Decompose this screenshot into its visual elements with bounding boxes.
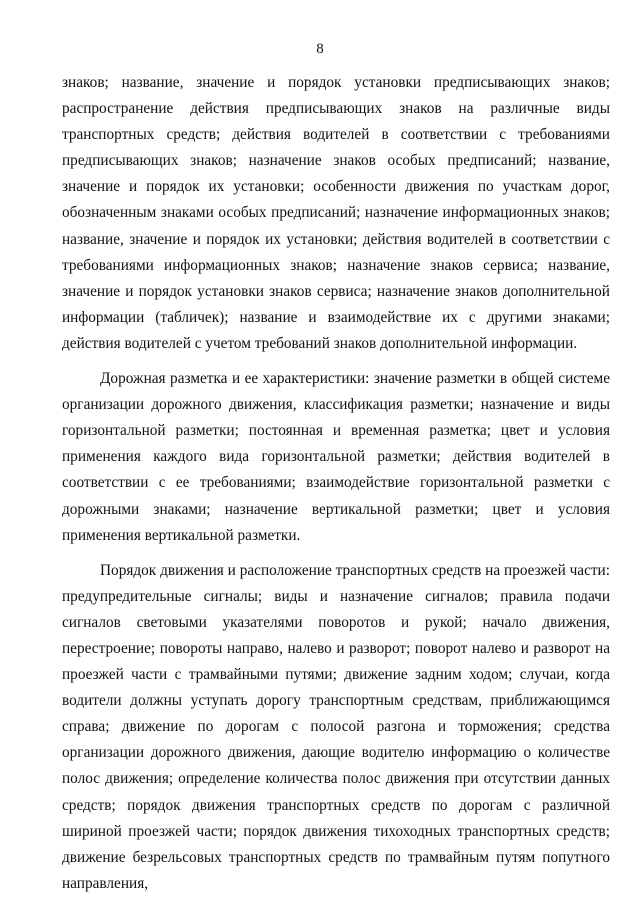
- page-number: 8: [316, 41, 324, 57]
- paragraph-road-markings: Дорожная разметка и ее характеристики: значение разметки в общей системе организации дорожного движения, классификация разметки; назначение и виды горизонтальной разметки; постоянная и временная разметка; цвет и условия применения каждого вида горизонтальной разметки; действия водителей в соответствии с ее требованиями; взаимодействие горизонтальной разметки с дорожными знаками; назначение вертикальной разметки; цвет и условия применения вертикальной разметки.: [62, 370, 610, 544]
- paragraph-vehicle-movement: Порядок движения и расположение транспортных средств на проезжей части: предупредительные сигналы; виды и назначение сигналов; правила подачи сигналов световыми указателями поворотов и рукой; начало движения, перестроение; повороты направо, налево и разворот; поворот налево и разворот на проезжей части с трамвайными путями; движение задним ходом; случаи, когда водители должны уступать дорогу транспортным средствам, приближающимся справа; движение по дорогам с полосой разгона и торможения; средства организации дорожного движения, дающие водителю информацию о количестве полос движения; определение количества полос движения при отсутствии данных средств; порядок движения транспортных средств по дорогам с различной шириной проезжей части; порядок движения тихоходных транспортных средств; движение безрельсовых транспортных средств по трамвайным путям попутного направления,: [62, 561, 610, 892]
- body-text: [62, 70, 610, 897]
- paragraph-road-signs: знаков; название, значение и порядок установки предписывающих знаков; распространение действия предписывающих знаков на различные виды транспортных средств; действия водителей в соответствии с требованиями предписывающих знаков; назначение знаков особых предписаний; название, значение и порядок их установки; особенности движения по участкам дорог, обозначенным знаками особых предписаний; назначение информационных знаков; название, значение и порядок их установки; действия водителей в соответствии с требованиями информационных знаков; назначение знаков сервиса; название, значение и порядок установки знаков сервиса; назначение знаков дополнительной информации (табличек); название и взаимодействие их с другими знаками; действия водителей с учетом требований знаков дополнительной информации.: [62, 74, 610, 352]
